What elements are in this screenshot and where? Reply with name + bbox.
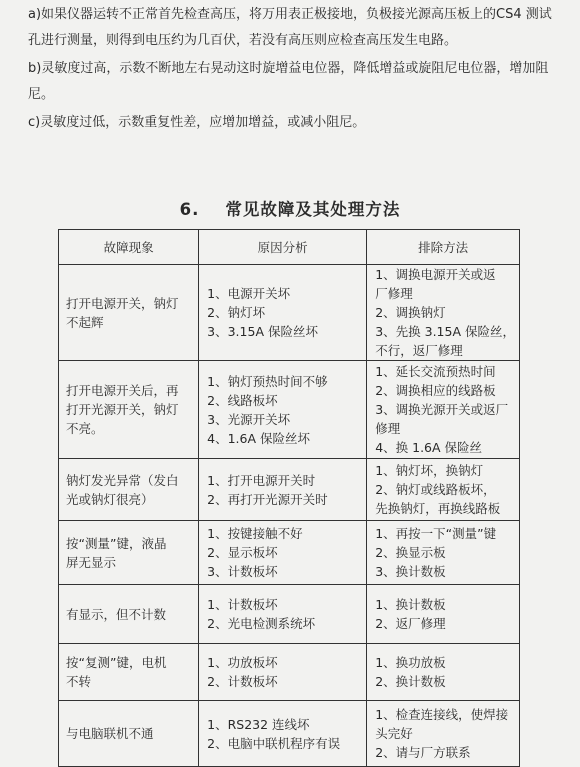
cause-line: 1、计数板坏 <box>207 597 278 612</box>
fix-cell <box>367 361 520 459</box>
fix-line: 3、换计数板 <box>375 564 446 579</box>
cause-line: 1、RS232 连线坏 <box>207 716 310 732</box>
table-row <box>59 521 520 585</box>
symptom-line: 不起辉 <box>66 314 104 330</box>
cause-line: 4、1.6A 保险丝坏 <box>207 430 311 446</box>
fix-line: 1、检查连接线，使焊接 <box>375 707 509 722</box>
cause-line: 2、线路板坏 <box>207 392 278 408</box>
cause-cell <box>199 459 367 521</box>
symptom-cell <box>59 521 199 585</box>
fix-line: 2、返厂修理 <box>375 616 446 631</box>
fix-line: 4、换 1.6A 保险丝 <box>375 440 483 455</box>
table-row <box>59 585 520 644</box>
cause-line: 1、电源开关坏 <box>207 286 291 301</box>
cause-line: 2、计数板坏 <box>207 674 278 689</box>
cause-line: 3、计数板坏 <box>207 564 278 579</box>
symptom-cell <box>59 585 199 644</box>
fix-line: 2、换显示板 <box>375 545 446 560</box>
fix-line: 厂修理 <box>375 286 413 301</box>
cause-cell <box>199 644 367 701</box>
cause-cell <box>199 361 367 459</box>
cause-line: 2、再打开光源开关时 <box>207 491 328 507</box>
fault-table <box>58 229 520 767</box>
fix-line: 2、钠灯或线路板坏， <box>375 482 496 497</box>
symptom-cell <box>59 361 199 459</box>
cause-line: 3、3.15A 保险丝坏 <box>207 324 318 339</box>
table-header-row <box>59 230 520 265</box>
cause-cell <box>199 585 367 644</box>
fix-line: 1、延长交流预热时间 <box>375 364 496 379</box>
symptom-line: 不亮。 <box>66 421 104 436</box>
header-cause: 原因分析 <box>199 230 367 265</box>
symptom-line: 光或钠灯很亮） <box>66 491 154 507</box>
symptom-line: 不转 <box>66 674 92 689</box>
cause-cell <box>199 265 367 361</box>
fix-line: 不行，返厂修理 <box>375 343 463 358</box>
symptom-line: 按“测量”键，液晶 <box>66 535 167 551</box>
fix-cell <box>367 521 520 585</box>
paragraph-c: c)灵敏度过低，示数重复性差，应增加增益，或减小阻尼。 <box>28 115 366 130</box>
fix-line: 2、请与厂方联系 <box>375 745 471 760</box>
symptom-cell <box>59 701 199 767</box>
fix-line: 3、调换光源开关或返厂 <box>375 402 509 417</box>
cause-line: 2、电脑中联机程序有误 <box>207 735 341 751</box>
fix-cell <box>367 265 520 361</box>
fix-line: 修理 <box>375 421 401 436</box>
symptom-cell <box>59 265 199 361</box>
table-row <box>59 265 520 361</box>
symptom-line: 与电脑联机不通 <box>66 726 154 741</box>
cause-cell <box>199 701 367 767</box>
header-fix: 排除方法 <box>367 230 520 265</box>
table-row <box>59 701 520 767</box>
table-row <box>59 459 520 521</box>
table-row <box>59 361 520 459</box>
section-number: 6. <box>179 200 200 219</box>
fix-line: 1、再按一下“测量”键 <box>375 526 497 541</box>
fix-line: 3、先换 3.15A 保险丝， <box>375 324 515 339</box>
fix-line: 1、换功放板 <box>375 655 446 670</box>
section-heading <box>0 196 580 220</box>
cause-line: 1、钠灯预热时间不够 <box>207 373 328 389</box>
paragraph-b: b)灵敏度过高，示数不断地左右晃动这时旋增益电位器，降低增益或旋阻尼电位器，增加阻尼。 <box>28 61 549 102</box>
cause-line: 3、光源开关坏 <box>207 411 291 427</box>
symptom-line: 钠灯发光异常（发白 <box>66 472 179 488</box>
fix-cell <box>367 585 520 644</box>
fix-cell <box>367 644 520 701</box>
cause-line: 1、按键接触不好 <box>207 526 303 541</box>
symptom-cell <box>59 459 199 521</box>
cause-cell <box>199 521 367 585</box>
fix-line: 1、调换电源开关或返 <box>375 267 496 282</box>
cause-line: 1、打开电源开关时 <box>207 472 316 488</box>
header-symptom: 故障现象 <box>59 230 199 265</box>
symptom-line: 打开光源开关，钠灯 <box>66 402 179 417</box>
fix-line: 1、换计数板 <box>375 597 446 612</box>
fix-cell <box>367 459 520 521</box>
symptom-line: 打开电源开关，钠灯 <box>66 295 179 311</box>
cause-line: 2、钠灯坏 <box>207 305 266 320</box>
symptom-line: 打开电源开关后，再 <box>66 383 179 398</box>
fix-line: 2、换计数板 <box>375 674 446 689</box>
cause-line: 2、显示板坏 <box>207 545 278 560</box>
cause-line: 2、光电检测系统坏 <box>207 616 316 631</box>
cause-line: 1、功放板坏 <box>207 655 278 670</box>
symptom-line: 屏无显示 <box>66 554 117 570</box>
fix-line: 2、调换相应的线路板 <box>375 383 496 398</box>
fix-line: 头完好 <box>375 726 413 741</box>
symptom-line: 有显示，但不计数 <box>66 606 167 622</box>
symptom-cell <box>59 644 199 701</box>
fix-cell <box>367 701 520 767</box>
fix-line: 1、钠灯坏，换钠灯 <box>375 463 484 478</box>
section-title: 常见故障及其处理方法 <box>225 200 401 219</box>
table-row <box>59 644 520 701</box>
paragraph-a: a)如果仪器运转不正常首先检查高压，将万用表正极接地，负极接光源高压板上的CS4 测试孔进行测量，则得到电压约为几百伏，若没有高压则应检查高压发生电路。 <box>28 7 552 48</box>
symptom-line: 按“复测”键，电机 <box>66 655 167 670</box>
fix-line: 2、调换钠灯 <box>375 305 446 320</box>
fix-line: 先换钠灯，再换线路板 <box>375 501 501 516</box>
